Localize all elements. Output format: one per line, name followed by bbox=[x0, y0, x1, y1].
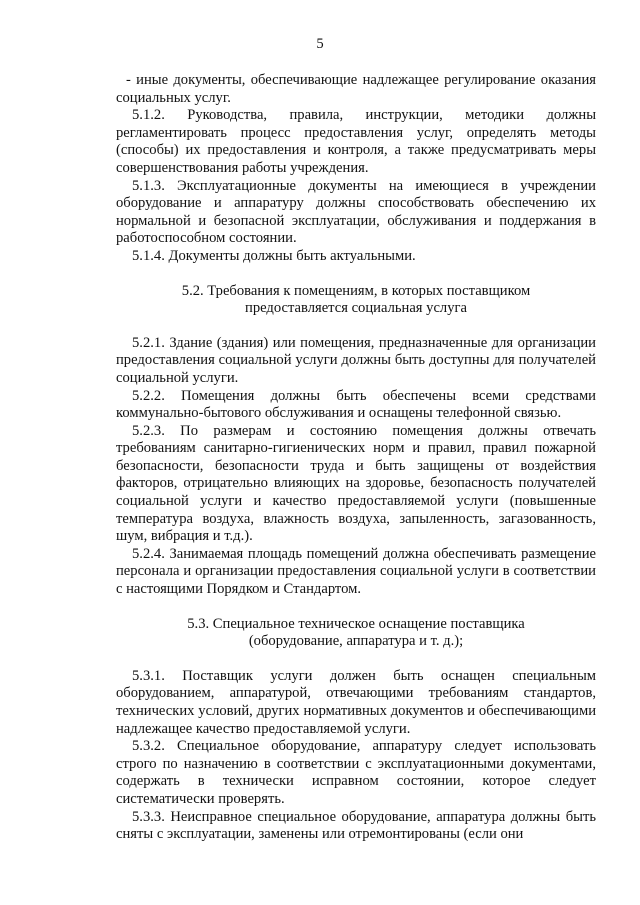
paragraph-5-2-4: 5.2.4. Занимаемая площадь помещений должна обеспечивать размещение персонала и организации предоставления социальной услуги в соответствии с настоящими Порядком и Стандартом. bbox=[116, 545, 596, 598]
paragraph-5-2-3: 5.2.3. По размерам и состоянию помещения должны отвечать требованиям санитарно-гигиенических норм и правил, правил пожарной безопасности, безопасности труда и быть защищены от воздействия факторов, отрицательно влияющих на здоровье, безопасность получателей социальной услуги и качество предоставляемой услуги (повышенные температура воздуха, влажность воздуха, запыленность, загазованность, шум, вибрация и т.д.). bbox=[116, 422, 596, 545]
section-heading-5-2: 5.2. Требования к помещениям, в которых поставщиком предоставляется социальная услуга bbox=[181, 282, 531, 317]
section-heading-5-3: 5.3. Специальное техническое оснащение поставщика (оборудование, аппаратура и т. д.); bbox=[187, 615, 525, 650]
paragraph-5-3-3: 5.3.3. Неисправное специальное оборудование, аппаратура должны быть сняты с эксплуатации, заменены или отремонтированы (если они bbox=[116, 808, 596, 843]
spacer bbox=[116, 318, 596, 335]
paragraph-5-1-4: 5.1.4. Документы должны быть актуальными. bbox=[132, 247, 416, 264]
paragraph-5-1-2: 5.1.2. Руководства, правила, инструкции, методики должны регламентировать процесс предоставления услуг, определять методы (способы) их предоставления и контроля, а также предусматривать меры совершенствования работы учреждения. bbox=[116, 107, 596, 176]
paragraph-5-3-2: 5.3.2. Специальное оборудование, аппаратуру следует использовать строго по назначению в соответствии с эксплуатационными документами, содержать в технически исправном состоянии, которое следует систематически проверять. bbox=[116, 738, 596, 807]
page-number: 5 bbox=[316, 36, 324, 52]
spacer bbox=[116, 651, 596, 668]
spacer bbox=[116, 599, 596, 616]
paragraph-5-1-3: 5.1.3. Эксплуатационные документы на имеющиеся в учреждении оборудование и аппаратуру должны способствовать обеспечению их нормальной и безопасной эксплуатации, обслуживания и поддержания в работоспособном состоянии. bbox=[116, 177, 596, 247]
paragraph-other-documents: - иные документы, обеспечивающие надлежащее регулирование оказания социальных услуг. bbox=[116, 72, 596, 106]
paragraph-5-2-1: 5.2.1. Здание (здания) или помещения, предназначенные для организации предоставления социальной услуги должны быть доступны для получателей социальной услуги. bbox=[116, 334, 596, 386]
paragraph-5-2-2: 5.2.2. Помещения должны быть обеспечены всеми средствами коммунально-бытового обслуживания и оснащены телефонной связью. bbox=[116, 387, 596, 422]
document-body bbox=[116, 72, 596, 844]
paragraph-5-3-1: 5.3.1. Поставщик услуги должен быть оснащен специальным оборудованием, аппаратурой, отвечающими требованиям стандартов, технических условий, других нормативных документов и обеспечивающими надлежащее качество предоставляемой услуги. bbox=[116, 667, 596, 737]
spacer bbox=[116, 266, 596, 283]
